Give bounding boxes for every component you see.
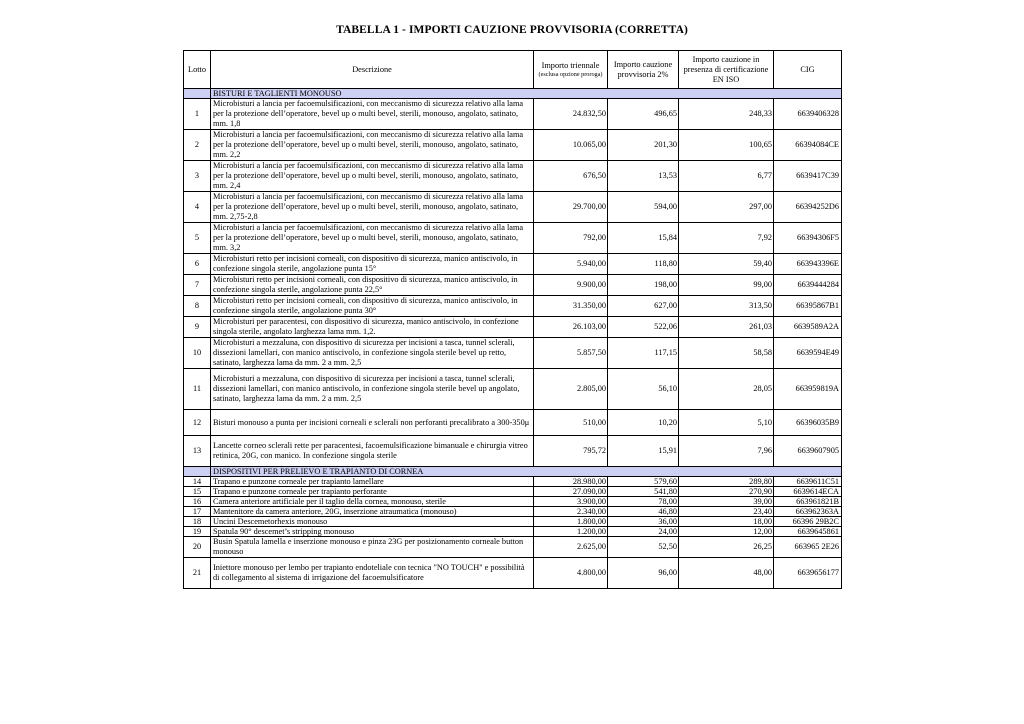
- cell-descrizione: Busin Spatula lamella e inserzione monouso e pinza 23G per posizionamento corneale button monouso: [211, 537, 534, 558]
- table-row: [184, 527, 842, 537]
- cell-cig: 66396035B9: [774, 410, 842, 436]
- cell-importo-cauzione-iso: 297,00: [679, 192, 774, 223]
- cell-importo-cauzione-iso: 23,40: [679, 507, 774, 517]
- cell-lotto: 21: [184, 558, 211, 589]
- cell-importo-cauzione: 627,00: [608, 296, 679, 317]
- cell-importo-cauzione-iso: 28,05: [679, 369, 774, 410]
- cell-importo-cauzione: 118,80: [608, 254, 679, 275]
- cell-lotto: 10: [184, 338, 211, 369]
- cell-lotto: 18: [184, 517, 211, 527]
- cell-importo-cauzione: 56,10: [608, 369, 679, 410]
- cell-lotto: 3: [184, 161, 211, 192]
- cell-descrizione: Microbisturi retto per incisioni corneali, con dispositivo di sicurezza, manico antiscivolo, in confezione singola sterile, angolazione punta 30°: [211, 296, 534, 317]
- cell-importo-triennale: 31.350,00: [534, 296, 608, 317]
- table-row: [184, 436, 842, 467]
- table-row: [184, 507, 842, 517]
- cell-descrizione: Microbisturi a lancia per facoemulsificazioni, con meccanismo di sicurezza relativo alla lama per la protezione dell’operatore, bevel up o multi bevel, sterili, monouso, angolato, satinato, mm. 2,2: [211, 130, 534, 161]
- header-importo-triennale-label: Importo triennale: [541, 60, 600, 70]
- cell-cig: 66394252D6: [774, 192, 842, 223]
- cell-importo-triennale: 5.857,50: [534, 338, 608, 369]
- cell-importo-triennale: 792,00: [534, 223, 608, 254]
- cell-importo-cauzione: 15,91: [608, 436, 679, 467]
- cell-lotto: 16: [184, 497, 211, 507]
- header-importo-cauzione: Importo cauzione provvisoria 2%: [608, 51, 679, 89]
- cell-importo-triennale: 10.065,00: [534, 130, 608, 161]
- header-importo-cauzione-iso: Importo cauzione in presenza di certificazione EN ISO: [679, 51, 774, 89]
- cell-descrizione: Spatula 90° descemet’s stripping monouso: [211, 527, 534, 537]
- cell-descrizione: Microbisturi retto per incisioni corneali, con dispositivo di sicurezza, manico antiscivolo, in confezione singola sterile, angolazione punta 15°: [211, 254, 534, 275]
- table-row: [184, 338, 842, 369]
- cell-importo-triennale: 27.090,00: [534, 487, 608, 497]
- cell-lotto: 12: [184, 410, 211, 436]
- cell-importo-triennale: 1.200,00: [534, 527, 608, 537]
- cell-importo-cauzione: 36,00: [608, 517, 679, 527]
- cell-cig: 66394306F5: [774, 223, 842, 254]
- cell-cig: 6639645861: [774, 527, 842, 537]
- cell-importo-cauzione: 78,00: [608, 497, 679, 507]
- cell-cig: 66394084CE: [774, 130, 842, 161]
- cell-importo-cauzione-iso: 99,00: [679, 275, 774, 296]
- table-row: [184, 410, 842, 436]
- cell-importo-cauzione-iso: 248,33: [679, 99, 774, 130]
- cell-importo-cauzione-iso: 26,25: [679, 537, 774, 558]
- cell-descrizione: Microbisturi a lancia per facoemulsificazioni, con meccanismo di sicurezza relativo alla lama per la protezione dell’operatore, bevel up o multi bevel, sterili, monouso, angolato, satinato, mm. 1,8: [211, 99, 534, 130]
- cell-descrizione: Microbisturi a lancia per facoemulsificazioni, con meccanismo di sicurezza relativo alla lama per la protezione dell’operatore, bevel up o multi bevel, sterili, monouso, angolato, satinato, mm. 2,75-2,8: [211, 192, 534, 223]
- cell-cig: 66396 29B2C: [774, 517, 842, 527]
- cell-importo-cauzione-iso: 100,65: [679, 130, 774, 161]
- cell-importo-cauzione: 522,06: [608, 317, 679, 338]
- cell-descrizione: Bisturi monouso a punta per incisioni corneali e sclerali non perforanti precalibrato a 300-350μ: [211, 410, 534, 436]
- cell-lotto: 8: [184, 296, 211, 317]
- cell-cig: 663959819A: [774, 369, 842, 410]
- table-row: [184, 99, 842, 130]
- cell-importo-cauzione: 24,00: [608, 527, 679, 537]
- cell-descrizione: Microbisturi retto per incisioni corneali, con dispositivo di sicurezza, manico antiscivolo, in confezione singola sterile, angolazione punta 22,5°: [211, 275, 534, 296]
- table-row: [184, 497, 842, 507]
- header-importo-triennale-note: (esclusa opzione proroga): [538, 70, 603, 78]
- cell-lotto: 20: [184, 537, 211, 558]
- cell-lotto: 9: [184, 317, 211, 338]
- cell-cig: 6639417C39: [774, 161, 842, 192]
- cell-importo-cauzione-iso: 58,58: [679, 338, 774, 369]
- cell-lotto: 1: [184, 99, 211, 130]
- cell-cig: 663943396E: [774, 254, 842, 275]
- section-row: [184, 467, 842, 477]
- cell-lotto: 15: [184, 487, 211, 497]
- cell-importo-cauzione: 579,60: [608, 477, 679, 487]
- table-header-row: [184, 51, 842, 89]
- cell-lotto: 4: [184, 192, 211, 223]
- table-row: [184, 477, 842, 487]
- cell-cig: 6639656177: [774, 558, 842, 589]
- cell-cig: 663965 2E26: [774, 537, 842, 558]
- header-cig: CIG: [774, 51, 842, 89]
- cell-importo-cauzione: 117,15: [608, 338, 679, 369]
- cell-descrizione: Microbisturi a lancia per facoemulsificazioni, con meccanismo di sicurezza relativo alla lama per la protezione dell’operatore, bevel up o multi bevel, sterili, monouso, angolato, satinato, mm. 2,4: [211, 161, 534, 192]
- cell-importo-triennale: 2.340,00: [534, 507, 608, 517]
- header-importo-triennale: [534, 51, 608, 89]
- cell-lotto: 2: [184, 130, 211, 161]
- cell-descrizione: Mantenitore da camera anteriore, 20G, inserzione atraumatica (monouso): [211, 507, 534, 517]
- cell-importo-cauzione: 46,80: [608, 507, 679, 517]
- cell-lotto: 19: [184, 527, 211, 537]
- cell-importo-cauzione: 496,65: [608, 99, 679, 130]
- table-row: [184, 275, 842, 296]
- cell-importo-cauzione-iso: 12,00: [679, 527, 774, 537]
- section-title: BISTURI E TAGLIENTI MONOUSO: [211, 89, 842, 99]
- cell-lotto: 14: [184, 477, 211, 487]
- table-row: [184, 192, 842, 223]
- section-title: DISPOSITIVI PER PRELIEVO E TRAPIANTO DI CORNEA: [211, 467, 842, 477]
- cell-descrizione: Uncini Descemetorhexis monouso: [211, 517, 534, 527]
- cell-importo-triennale: 676,50: [534, 161, 608, 192]
- section-spacer: [184, 467, 211, 477]
- table-row: [184, 537, 842, 558]
- cell-lotto: 6: [184, 254, 211, 275]
- cell-lotto: 13: [184, 436, 211, 467]
- cell-importo-cauzione: 198,00: [608, 275, 679, 296]
- cell-descrizione: Trapano e punzone corneale per trapianto perforante: [211, 487, 534, 497]
- header-lotto: Lotto: [184, 51, 211, 89]
- table-row: [184, 130, 842, 161]
- table-row: [184, 317, 842, 338]
- cell-importo-cauzione: 96,00: [608, 558, 679, 589]
- cell-cig: 6639614ECA: [774, 487, 842, 497]
- table-row: [184, 558, 842, 589]
- section-spacer: [184, 89, 211, 99]
- cell-importo-cauzione-iso: 39,00: [679, 497, 774, 507]
- cell-cig: 6639444284: [774, 275, 842, 296]
- cell-descrizione: Lancette corneo sclerali rette per paracentesi, facoemulsificazione bimanuale e chirurgia vitreo retinica, 20G, con manico. In confezione singola sterile: [211, 436, 534, 467]
- cell-importo-triennale: 2.625,00: [534, 537, 608, 558]
- cell-importo-cauzione: 10,20: [608, 410, 679, 436]
- document-title: TABELLA 1 - IMPORTI CAUZIONE PROVVISORIA (CORRETTA): [336, 24, 688, 36]
- cell-importo-triennale: 4.800,00: [534, 558, 608, 589]
- cell-importo-cauzione-iso: 313,50: [679, 296, 774, 317]
- table-row: [184, 517, 842, 527]
- cell-importo-cauzione-iso: 7,96: [679, 436, 774, 467]
- cell-cig: 6639589A2A: [774, 317, 842, 338]
- cell-lotto: 11: [184, 369, 211, 410]
- cell-cig: 6639406328: [774, 99, 842, 130]
- cell-importo-triennale: 5.940,00: [534, 254, 608, 275]
- cell-importo-cauzione-iso: 18,00: [679, 517, 774, 527]
- cell-importo-triennale: 9.900,00: [534, 275, 608, 296]
- cell-importo-cauzione: 594,00: [608, 192, 679, 223]
- cell-importo-cauzione-iso: 48,00: [679, 558, 774, 589]
- cell-importo-cauzione: 52,50: [608, 537, 679, 558]
- cell-cig: 663962363A: [774, 507, 842, 517]
- table-row: [184, 369, 842, 410]
- cell-importo-triennale: 24.832,50: [534, 99, 608, 130]
- cell-cig: 6639607905: [774, 436, 842, 467]
- cell-cig: 66395867B1: [774, 296, 842, 317]
- cell-descrizione: Iniettore monouso per lembo per trapianto endoteliale con tecnica "NO TOUCH" e possibilità di collegamento al sistema di irrigazione del facoemulsificatore: [211, 558, 534, 589]
- cell-importo-cauzione-iso: 261,03: [679, 317, 774, 338]
- cell-lotto: 17: [184, 507, 211, 517]
- cell-descrizione: Microbisturi a mezzaluna, con dispositivo di sicurezza per incisioni a tasca, tunnel sclerali, dissezioni lamellari, con manico antiscivolo, in confezione singola sterile bevel up angolato, satinato, larghezza lama da mm. 2 a mm. 2,5: [211, 369, 534, 410]
- cauzione-table: [183, 50, 842, 589]
- cell-cig: 6639594E49: [774, 338, 842, 369]
- cell-importo-cauzione: 201,30: [608, 130, 679, 161]
- cell-importo-cauzione-iso: 270,90: [679, 487, 774, 497]
- cell-importo-cauzione-iso: 289,80: [679, 477, 774, 487]
- table-row: [184, 161, 842, 192]
- cell-descrizione: Trapano e punzone corneale per trapianto lamellare: [211, 477, 534, 487]
- cell-cig: 6639611C51: [774, 477, 842, 487]
- cell-descrizione: Microbisturi a lancia per facoemulsificazioni, con meccanismo di sicurezza relativo alla lama per la protezione dell’operatore, bevel up o multi bevel, sterili, monouso, angolato, satinato, mm. 3,2: [211, 223, 534, 254]
- table-body: [184, 89, 842, 589]
- cell-importo-cauzione-iso: 6,77: [679, 161, 774, 192]
- cell-lotto: 5: [184, 223, 211, 254]
- table-row: [184, 223, 842, 254]
- cell-descrizione: Camera anteriore artificiale per il taglio della cornea, monouso, sterile: [211, 497, 534, 507]
- cell-importo-triennale: 1.800,00: [534, 517, 608, 527]
- cell-importo-triennale: 3.900,00: [534, 497, 608, 507]
- cell-importo-triennale: 26.103,00: [534, 317, 608, 338]
- cell-importo-cauzione: 13,53: [608, 161, 679, 192]
- cell-lotto: 7: [184, 275, 211, 296]
- section-row: [184, 89, 842, 99]
- cell-importo-cauzione-iso: 7,92: [679, 223, 774, 254]
- cell-importo-triennale: 2.805,00: [534, 369, 608, 410]
- cell-importo-cauzione: 15,84: [608, 223, 679, 254]
- header-descrizione: Descrizione: [211, 51, 534, 89]
- table-row: [184, 254, 842, 275]
- table-row: [184, 487, 842, 497]
- cell-importo-triennale: 795,72: [534, 436, 608, 467]
- cell-importo-triennale: 28.980,00: [534, 477, 608, 487]
- cell-importo-cauzione-iso: 5,10: [679, 410, 774, 436]
- table-row: [184, 296, 842, 317]
- cell-importo-cauzione-iso: 59,40: [679, 254, 774, 275]
- cell-cig: 663961821B: [774, 497, 842, 507]
- cell-importo-triennale: 510,00: [534, 410, 608, 436]
- cell-importo-triennale: 29.700,00: [534, 192, 608, 223]
- cell-descrizione: Microbisturi a mezzaluna, con dispositivo di sicurezza per incisioni a tasca, tunnel sclerali, dissezioni lamellari, con manico antiscivolo, in confezione singola sterile bevel up retto, satinato, larghezza lama da mm. 2 a mm. 2,5: [211, 338, 534, 369]
- cell-importo-cauzione: 541,80: [608, 487, 679, 497]
- cell-descrizione: Microbisturi per paracentesi, con dispositivo di sicurezza, manico antiscivolo, in confezione singola sterile, angolato larghezza lama mm. 1,2.: [211, 317, 534, 338]
